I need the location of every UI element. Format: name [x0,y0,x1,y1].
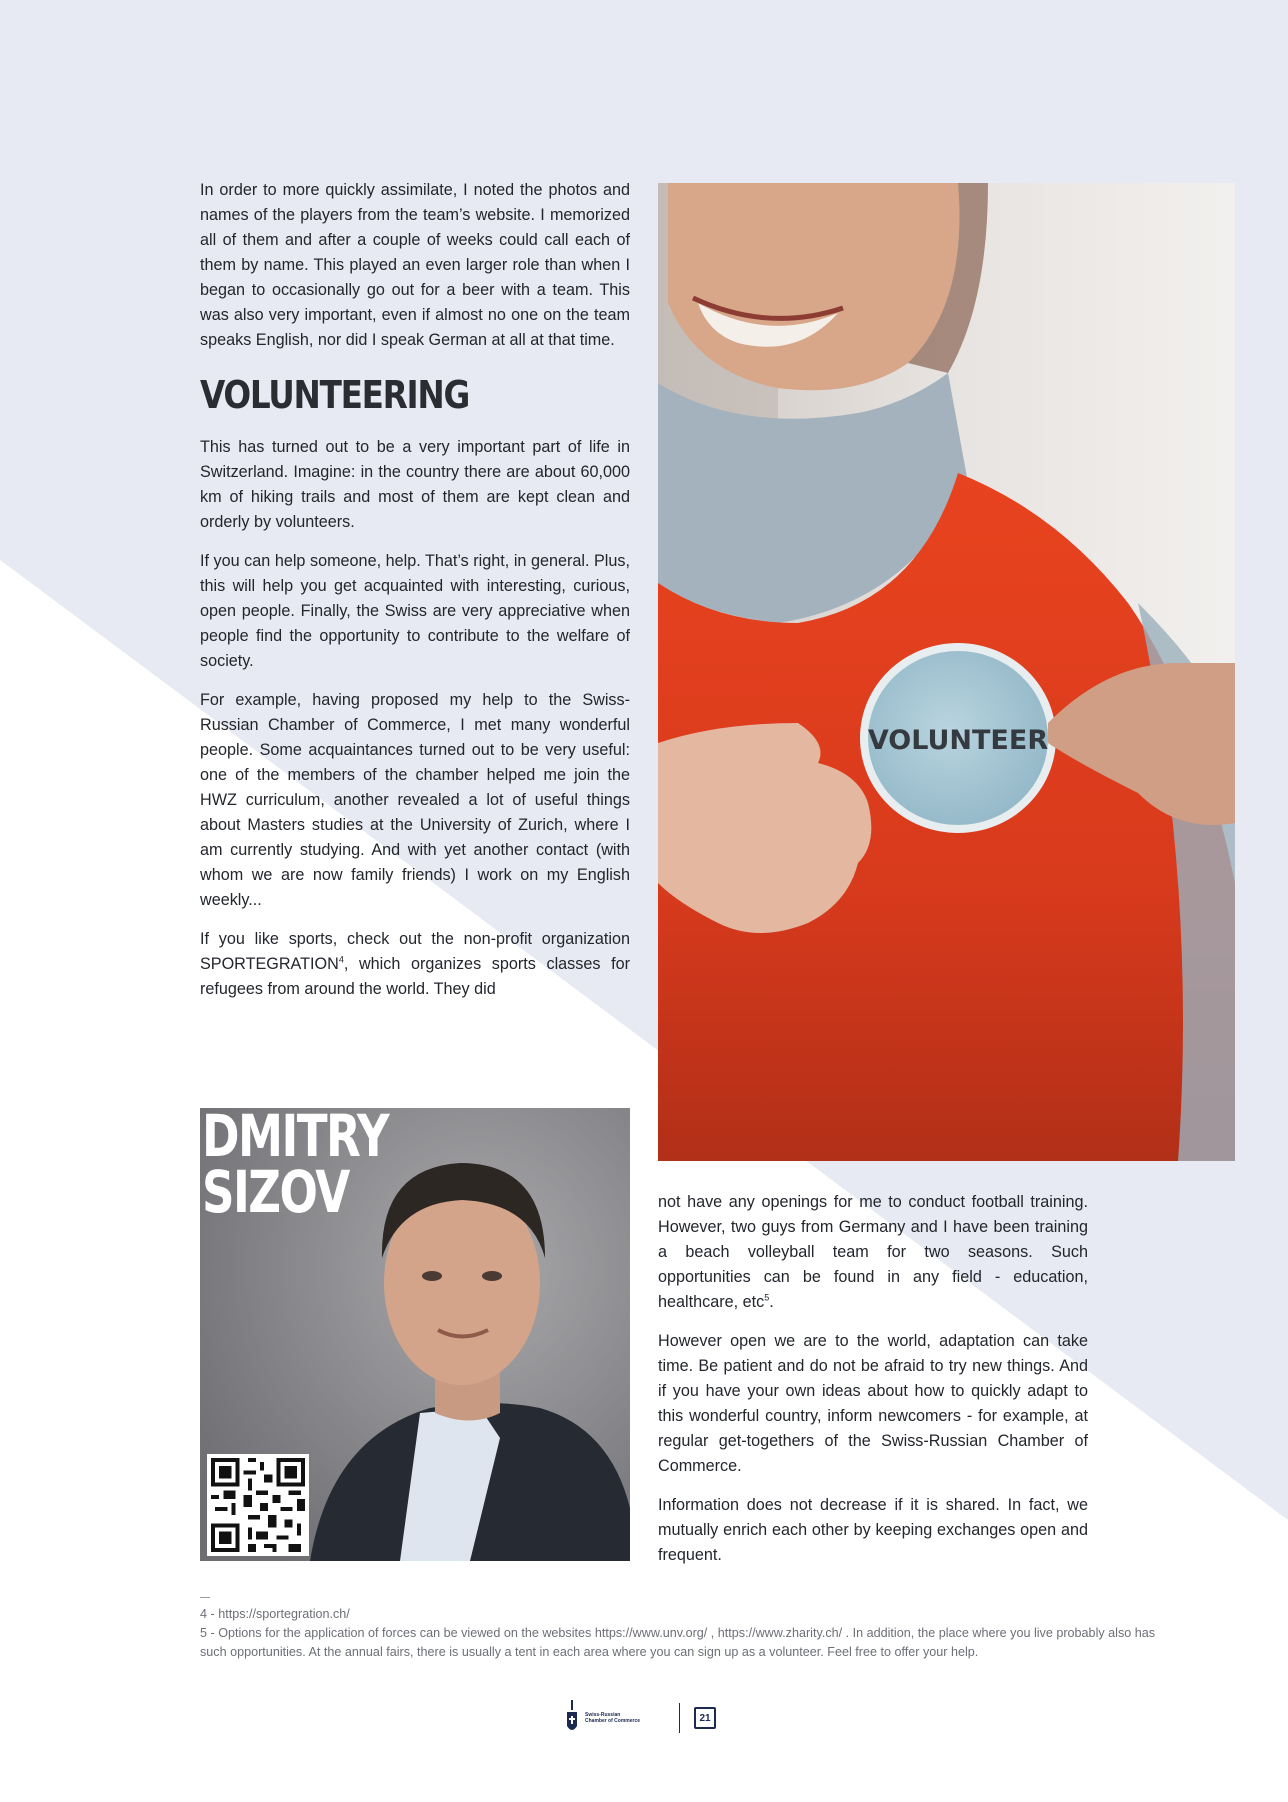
footer-separator [679,1703,680,1733]
footnote-5[interactable]: 5 - Options for the application of forces can be viewed on the websites https://www.unv.org/ , https://www.zharity.ch/ . In addition, the place where you live probably also has such opportunities. At the annual fairs, there is usually a tent in each area where you can sign up as a volunteer. Feel free to offer your help. [200,1626,1156,1659]
footnotes [200,1605,1160,1662]
footnote-4[interactable]: 4 - https://sportegration.ch/ [200,1607,350,1621]
author-first-name: DMITRY [202,1108,389,1170]
page-number: 21 [694,1707,716,1729]
volunteer-photo [658,183,1235,1161]
footnote-ref-4[interactable]: 4 [338,954,344,965]
left-column [200,178,630,1016]
chamber-logo-text [585,1712,665,1724]
volunteering-paragraph-3: For example, having proposed my help to the Swiss-Russian Chamber of Commerce, I met many wonderful people. Some acquaintances turned out to be very useful: one of the members of the chamber helped me join the HWZ curriculum, another revealed a lot of useful things about Masters studies at the University of Zurich, where I am currently studying. And with yet another contact (with whom we are now family friends) I work on my English weekly... [200,691,630,909]
sports-paragraph [200,927,630,1002]
continuation-text: not have any openings for me to conduct football training. However, two guys from Germany and I have been training a beach volleyball team for two seasons. Such opportunities can be found in any field - education, healthcare, etc [658,1193,1088,1311]
author-name [202,1108,389,1226]
org-line-1: Swiss-Russian [585,1712,621,1718]
adaptation-paragraph: However open we are to the world, adaptation can take time. Be patient and do not be afraid to try new things. And if you have your own ideas about how to quickly adapt to this wonderful country, inform newcomers - for example, at regular get-togethers of the Swiss-Russian Chamber of Commerce. [658,1332,1088,1475]
closing-paragraph: Information does not decrease if it is shared. In fact, we mutually enrich each other by keeping exchanges open and frequent. [658,1496,1088,1564]
continuation-text-end: . [769,1293,774,1311]
right-column [658,1190,1088,1582]
org-line-2: Chamber of Commerce [585,1718,641,1724]
sports-text-a: If you like sports, check out the non-profit organization SPORTEGRATION [200,930,630,973]
continuation-paragraph [658,1190,1088,1315]
author-portrait [200,1108,630,1561]
author-last-name: SIZOV [202,1158,349,1226]
qr-code[interactable] [207,1454,309,1556]
sports-text-b: , which organizes sports classes for refugees from around the world. They did [200,955,630,998]
footnote-ref-5[interactable]: 5 [764,1292,770,1303]
footnote-divider [200,1597,210,1598]
page-footer [565,1700,716,1736]
volunteering-paragraph-2: If you can help someone, help. That’s right, in general. Plus, this will help you get acquainted with interesting, curious, open people. Finally, the Swiss are very appreciative when people find the opportunity to contribute to the welfare of society. [200,552,630,670]
intro-paragraph: In order to more quickly assimilate, I noted the photos and names of the players from the team’s website. I memorized all of them and after a couple of weeks could call each of them by name. This played an even larger role than when I began to occasionally go out for a beer with a team. This was also very important, even if almost no one on the team speaks English, nor did I speak German at all at that time. [200,181,630,349]
chamber-logo-icon [565,1700,579,1736]
section-heading: VOLUNTEERING [200,373,470,417]
volunteering-paragraph-1: This has turned out to be a very important part of life in Switzerland. Imagine: in the country there are about 60,000 km of hiking trails and most of them are kept clean and orderly by volunteers. [200,438,630,531]
badge-text: VOLUNTEER [867,725,1049,756]
